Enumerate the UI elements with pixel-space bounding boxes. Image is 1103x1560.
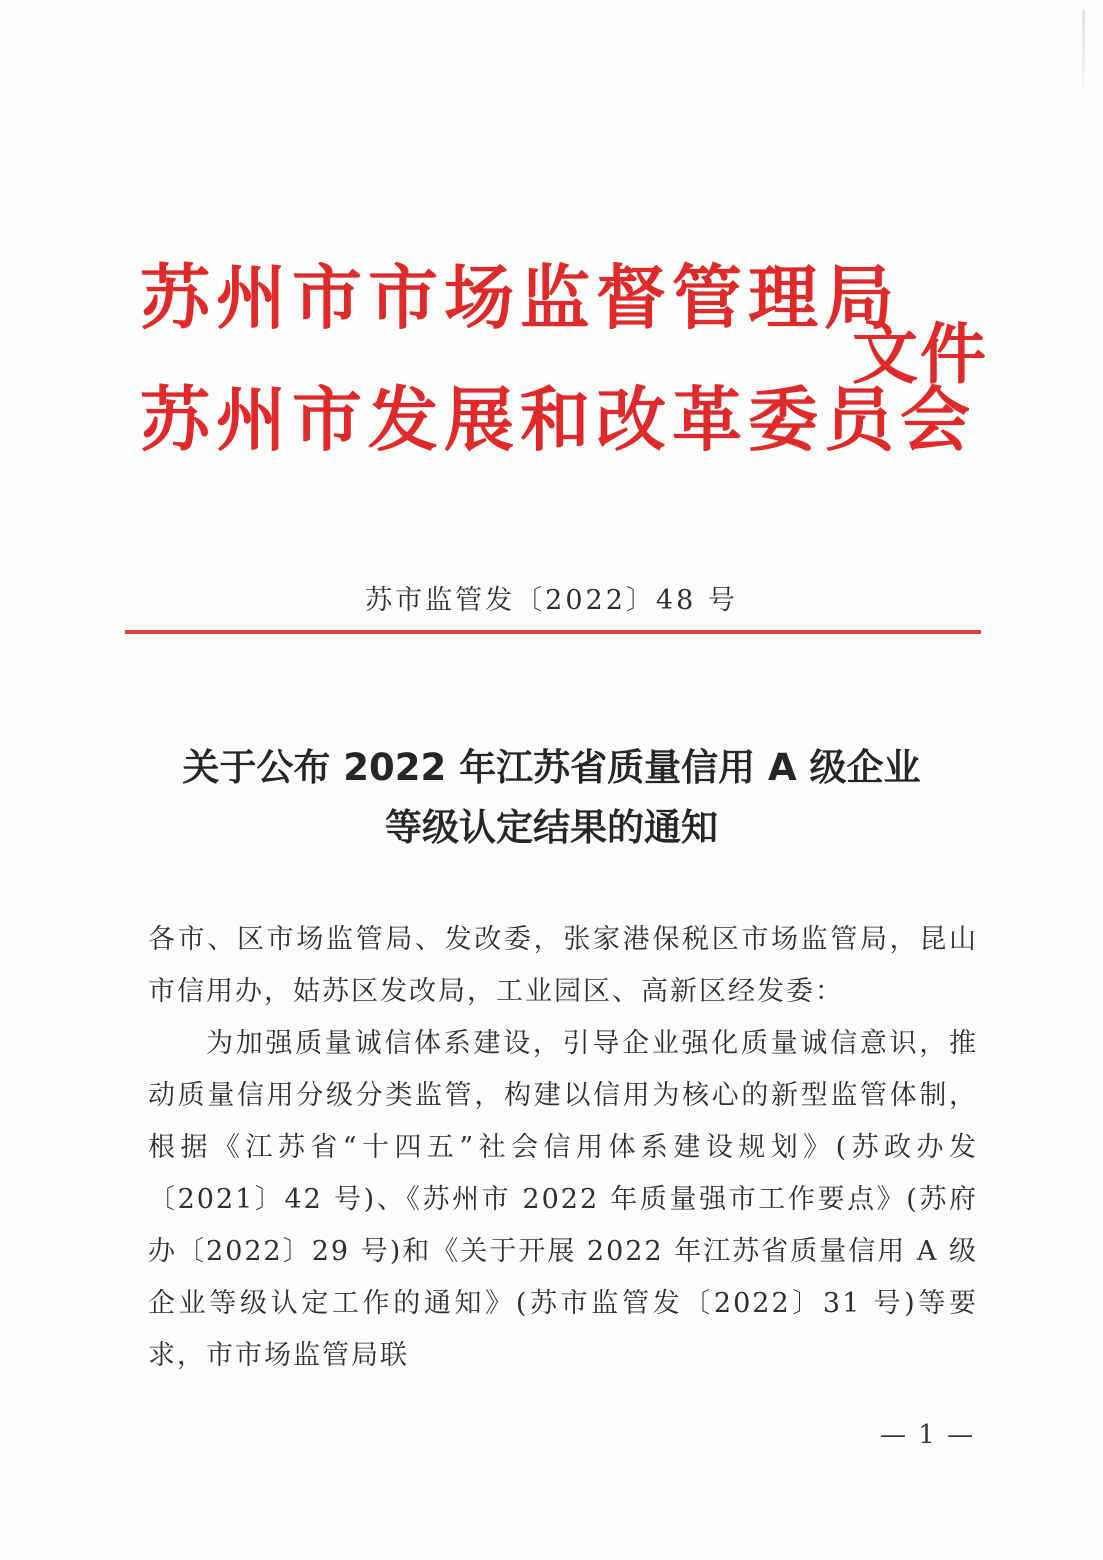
notice-body xyxy=(148,914,978,1382)
notice-title xyxy=(120,738,983,858)
notice-title-line-2: 等级认定结果的通知 xyxy=(385,806,718,849)
addressees-paragraph: 各市、区市场监管局、发改委，张家港保税区市场监管局，昆山市信用办，姑苏区发改局，工业园区、高新区经发委： xyxy=(148,924,978,1007)
red-header xyxy=(140,248,1000,478)
issuer-line-development-reform: 苏州市发展和改革委员会 xyxy=(140,379,976,461)
red-divider-line xyxy=(125,630,981,634)
document-type-label: 文件 xyxy=(852,316,988,393)
page-number: — 1 — xyxy=(880,1420,976,1450)
document-number: 苏市监管发〔2022〕48 号 xyxy=(365,585,738,616)
scan-edge-mark xyxy=(1082,10,1085,90)
body-paragraph-1: 为加强质量诚信体系建设，引导企业强化质量诚信意识，推动质量信用分级分类监管，构建以信用为核心的新型监管体制，根据《江苏省“十四五”社会信用体系建设规划》(苏政办发〔2021〕42 号)、《苏州市 2022 年质量强市工作要点》(苏府办〔2022〕29 号)和《关于开展 2022 年江苏省质量信用 A 级企业等级认定工作的通知》(苏市监管发〔2022〕31 号)等要求，市市场监管局联 xyxy=(148,1028,978,1371)
issuer-line-market-regulation: 苏州市市场监督管理局 xyxy=(140,257,900,339)
notice-title-line-1: 关于公布 2022 年江苏省质量信用 A 级企业 xyxy=(182,746,921,789)
